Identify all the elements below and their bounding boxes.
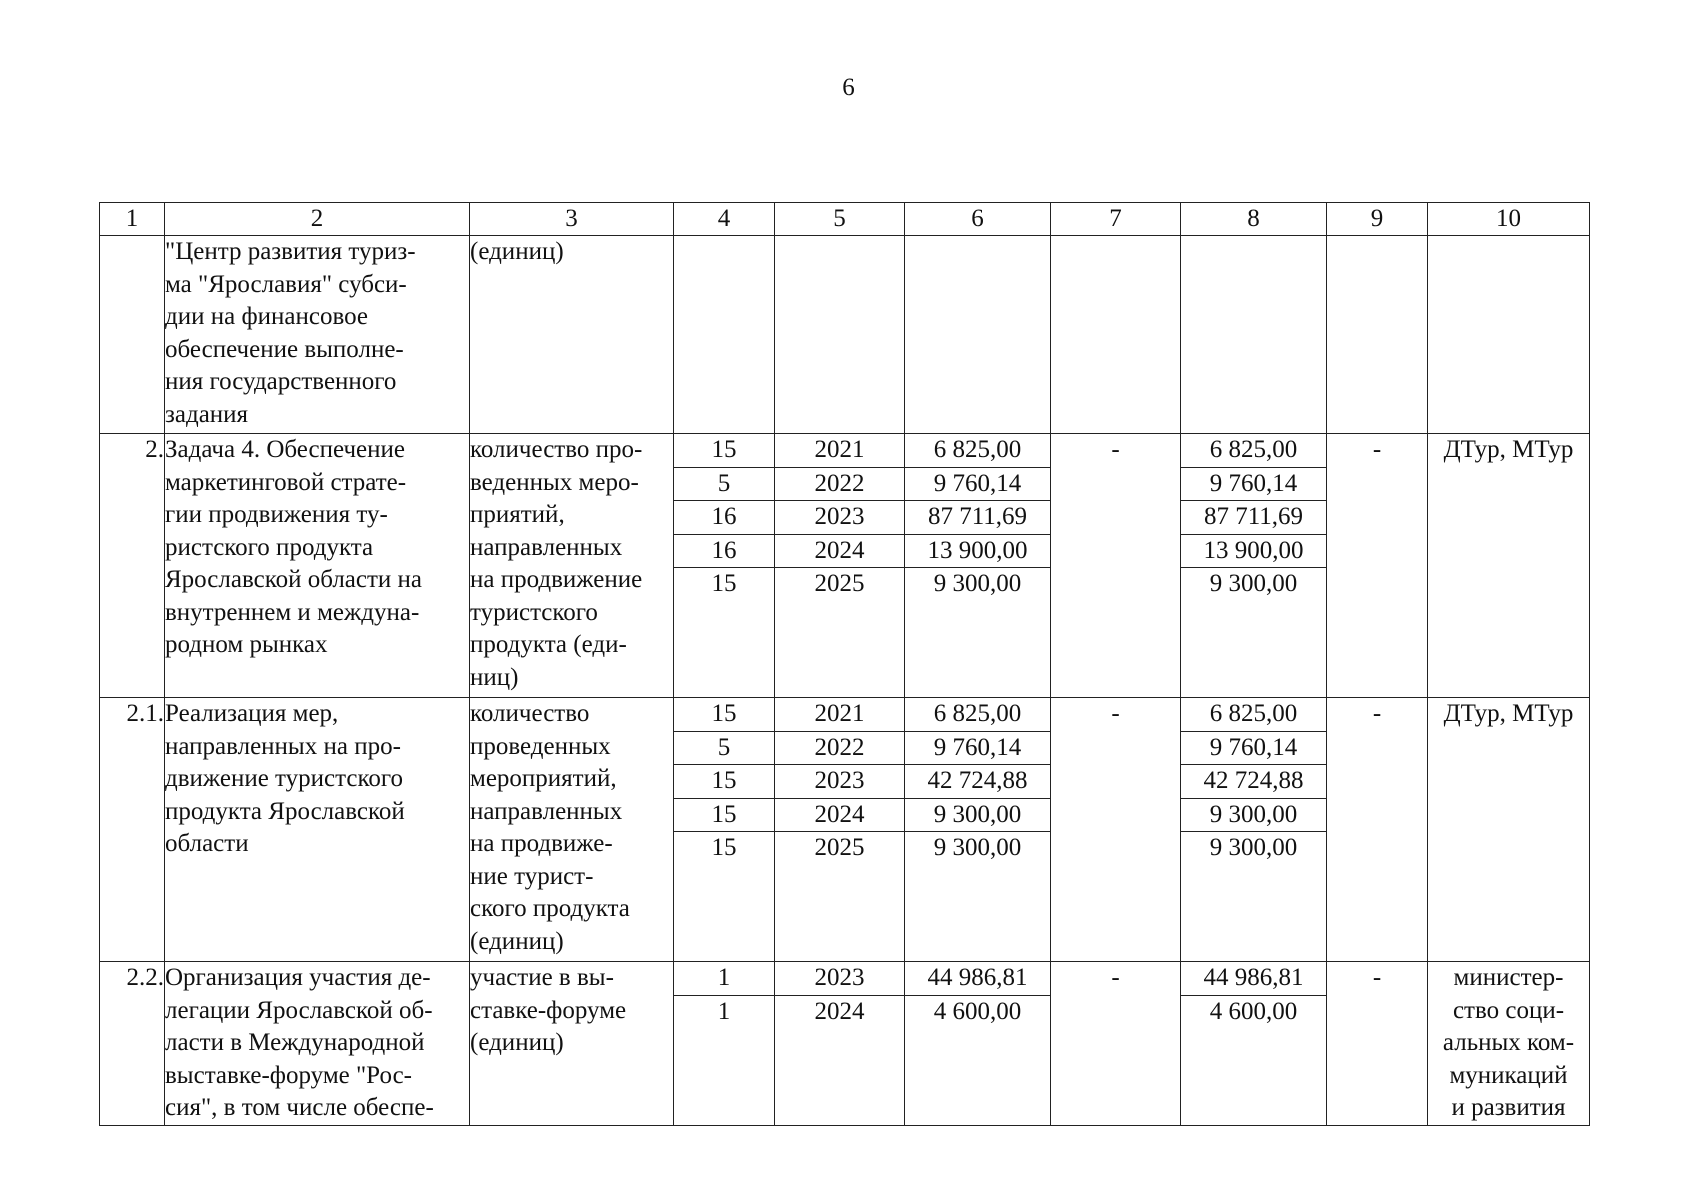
indicator-value: 15 [674, 434, 774, 468]
funding-amount: 44 986,81 [905, 962, 1050, 996]
funding-regional [1181, 434, 1327, 698]
col7-value [1051, 434, 1181, 698]
dash-text: - [1372, 436, 1382, 463]
row-number-text: 2. [145, 436, 164, 463]
responsible-text: ДТур, МТур [1443, 700, 1574, 727]
activity-name [165, 698, 470, 962]
header-cell: 9 [1327, 203, 1428, 236]
funding-amount: 4 600,00 [1209, 997, 1298, 1025]
year-value: 2023 [775, 765, 904, 799]
indicator-name-text: участие в вы- ставке-форуме (единиц) [470, 964, 627, 1056]
activity-name: "Центр развития туриз- ма "Ярославия" субси- дии на финансовое обеспечение выполне- ния государственного задания [165, 236, 470, 434]
year-value: 2021 [775, 698, 904, 732]
funding-amount: 42 724,88 [1181, 765, 1326, 799]
years [775, 698, 905, 962]
year-value: 2023 [775, 501, 904, 535]
indicator-value: 15 [674, 765, 774, 799]
funding-amount: 42 724,88 [905, 765, 1050, 799]
year-value: 2024 [814, 997, 865, 1025]
responsible [1428, 962, 1590, 1126]
indicator-value: 15 [711, 570, 737, 597]
indicator-value: 1 [674, 962, 774, 996]
indicator-value: 15 [674, 698, 774, 732]
indicator-value: 15 [674, 799, 774, 833]
funding-amount: 87 711,69 [905, 501, 1050, 535]
funding-amount: 44 986,81 [1181, 962, 1326, 996]
funding-amount: 9 300,00 [933, 570, 1022, 597]
page-number: 6 [842, 74, 855, 101]
funding-total [905, 434, 1051, 698]
row-number-text: 2.1. [126, 700, 164, 727]
header-cell: 6 [905, 203, 1051, 236]
row-number [100, 434, 165, 698]
header-cell: 2 [165, 203, 470, 236]
year-value: 2021 [775, 434, 904, 468]
activity-name [165, 434, 470, 698]
row-number [100, 962, 165, 1126]
funding-amount: 6 825,00 [1181, 434, 1326, 468]
header-cell: 8 [1181, 203, 1327, 236]
year-value: 2024 [775, 535, 904, 569]
year-value: 2024 [775, 799, 904, 833]
indicator-values [674, 698, 775, 962]
responsible [1428, 698, 1590, 962]
funding-amount: 9 760,14 [905, 468, 1050, 502]
funding-amount: 9 300,00 [1181, 799, 1326, 833]
header-cell: 5 [775, 203, 905, 236]
indicator-name: (единиц) [470, 236, 674, 434]
header-row [100, 203, 1590, 236]
col7-value [1051, 962, 1181, 1126]
dash-text: - [1111, 700, 1120, 727]
program-table [99, 202, 1590, 1126]
indicator-value: 5 [674, 468, 774, 502]
year-value: 2022 [775, 468, 904, 502]
table-row [100, 698, 1590, 962]
dash-text: - [1111, 964, 1120, 991]
funding-amount: 9 300,00 [1209, 834, 1298, 861]
activity-name [165, 962, 470, 1126]
col7-value [1051, 698, 1181, 962]
dash-text: - [1372, 700, 1382, 727]
indicator-name [470, 962, 674, 1126]
funding-amount: 9 300,00 [1209, 570, 1298, 597]
year-value: 2025 [814, 834, 865, 861]
funding-amount: 6 825,00 [905, 434, 1050, 468]
header-cell: 1 [100, 203, 165, 236]
funding-amount: 9 760,14 [1181, 468, 1326, 502]
years [775, 962, 905, 1126]
dash-text: - [1111, 436, 1120, 463]
year-value: 2023 [775, 962, 904, 996]
funding-amount: 87 711,69 [1181, 501, 1326, 535]
responsible-text: ДТур, МТур [1443, 436, 1574, 463]
col9-value [1327, 698, 1428, 962]
funding-amount: 6 825,00 [1181, 698, 1326, 732]
year-value: 2022 [775, 732, 904, 766]
indicator-name [470, 434, 674, 698]
funding-amount: 13 900,00 [905, 535, 1050, 569]
indicator-name-text: количество про- веденных меро- приятий, направленных на продвижение туристского продукта (еди- ниц) [470, 436, 643, 691]
indicator-name-text: количество проведенных мероприятий, направленных на продвиже- ние турист- ского продукта (единиц) [470, 700, 630, 955]
row-number [100, 236, 165, 434]
funding-amount: 4 600,00 [933, 997, 1022, 1025]
row-number [100, 698, 165, 962]
indicator-values [674, 434, 775, 698]
funding-amount: 9 760,14 [1181, 732, 1326, 766]
table-row [100, 962, 1590, 1126]
indicator-value: 15 [711, 834, 737, 861]
dash-text: - [1372, 964, 1382, 991]
funding-amount: 9 300,00 [933, 834, 1022, 861]
years [775, 434, 905, 698]
year-value: 2025 [814, 570, 865, 597]
indicator-values [674, 962, 775, 1126]
col9-value [1327, 434, 1428, 698]
indicator-value: 16 [674, 501, 774, 535]
indicator-name [470, 698, 674, 962]
responsible [1428, 434, 1590, 698]
indicator-value: 16 [674, 535, 774, 569]
indicator-value: 1 [717, 997, 731, 1025]
funding-amount: 9 300,00 [905, 799, 1050, 833]
funding-regional [1181, 962, 1327, 1126]
activity-name-text: Реализация мер, направленных на про- движение туристского продукта Ярославской области [165, 700, 405, 857]
funding-amount: 13 900,00 [1181, 535, 1326, 569]
funding-amount: 6 825,00 [905, 698, 1050, 732]
activity-name-text: Организация участия де- легации Ярославской об- ласти в Международной выставке-форуме "Рос- сия", в том числе обеспе- [165, 964, 434, 1121]
header-cell: 3 [470, 203, 674, 236]
indicator-value: 5 [674, 732, 774, 766]
funding-total [905, 698, 1051, 962]
header-cell: 10 [1428, 203, 1590, 236]
continuation-row [100, 236, 1590, 434]
col9-value [1327, 962, 1428, 1126]
activity-name-text: Задача 4. Обеспечение маркетинговой страте- гии продвижения ту- ристского продукта Ярославской области на внутреннем и междуна- родном рынках [165, 436, 423, 658]
row-number-text: 2.2. [126, 964, 164, 991]
responsible-text: министер- ство соци- альных ком- муникаций и развития [1442, 964, 1575, 1121]
table-row [100, 434, 1590, 698]
header-cell: 7 [1051, 203, 1181, 236]
funding-amount: 9 760,14 [905, 732, 1050, 766]
header-cell: 4 [674, 203, 775, 236]
funding-total [905, 962, 1051, 1126]
funding-regional [1181, 698, 1327, 962]
